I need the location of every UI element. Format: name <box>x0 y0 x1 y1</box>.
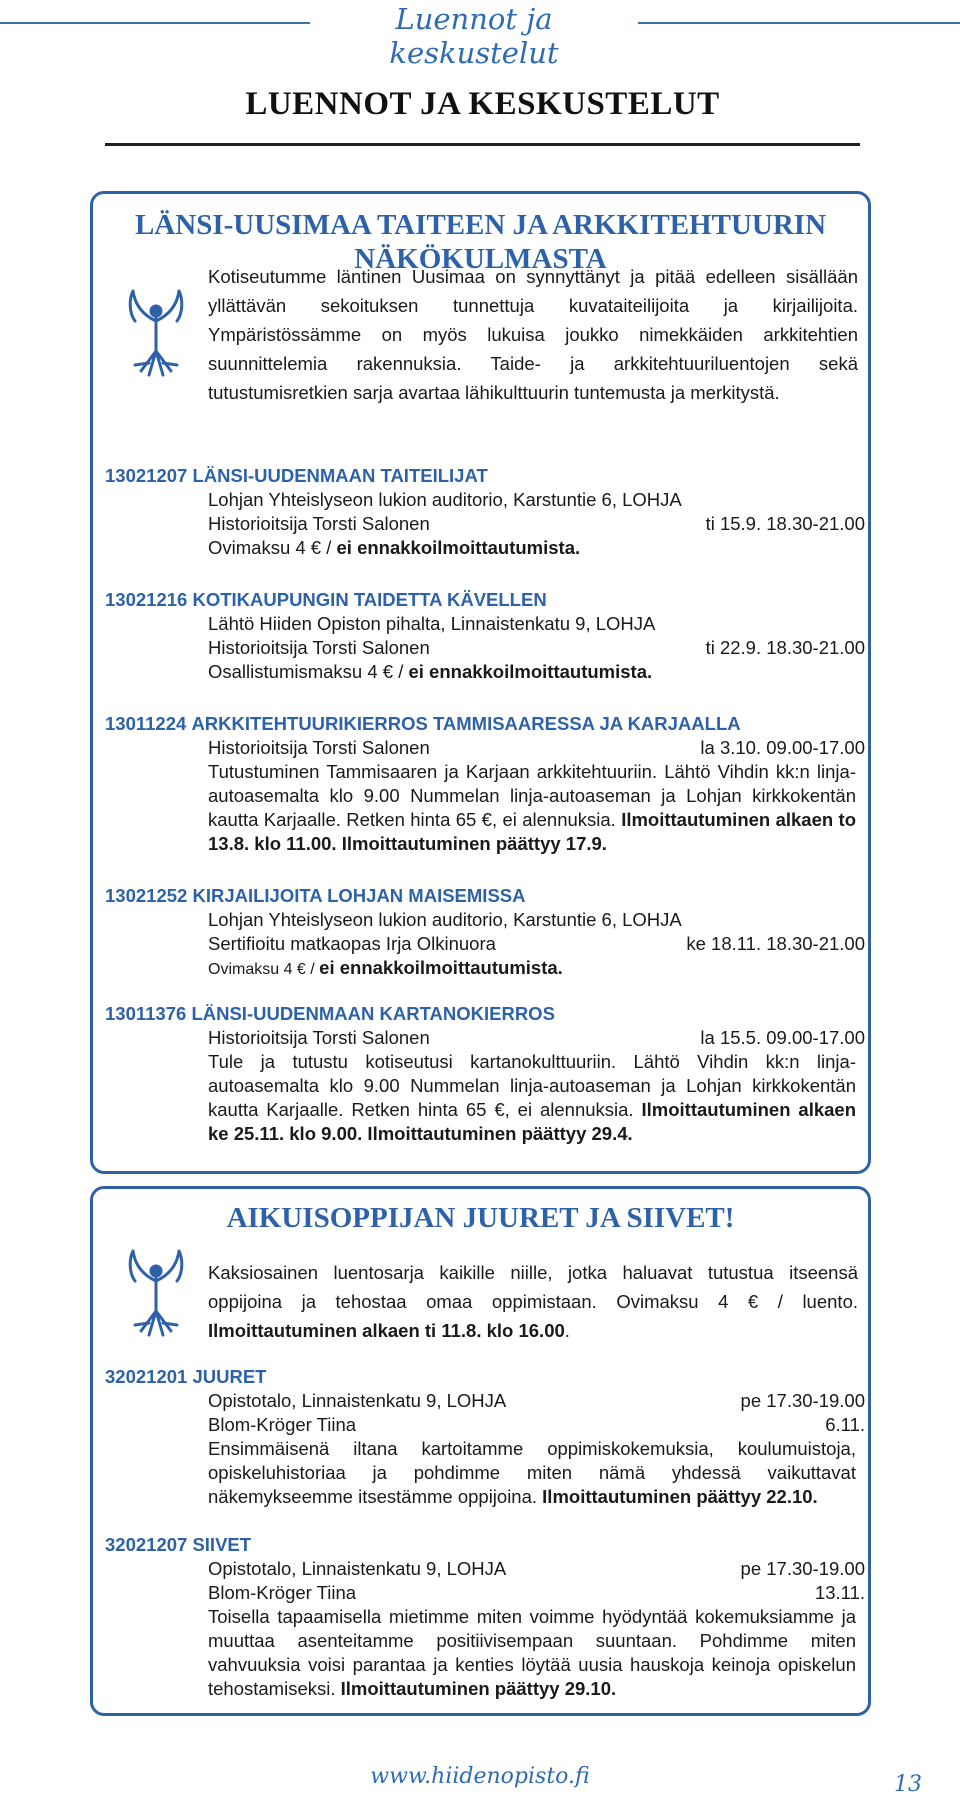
course-place: Lohjan Yhteislyseon lukion auditorio, Karstuntie 6, LOHJA <box>208 489 682 510</box>
page-title: LUENNOT JA KESKUSTELUT <box>245 86 720 122</box>
course-place: Opistotalo, Linnaistenkatu 9, LOHJA <box>208 1558 507 1579</box>
section-intro: Kotiseutumme läntinen Uusimaa on synnyttänyt ja pitää edelleen sisällään yllättävän sekoituksen tunnettuja kuvataiteilijoita ja kirjailijoita. Ympäristössämme on myös lukuisa joukko nimekkäiden arkkitehtien suunnittelemia rakennuksia. Taide- ja arkkitehtuuriluentojen sekä tutustumisretkien sarja avartaa lähikulttuurin tuntemusta ja merkitystä. <box>208 266 858 403</box>
course-fee-line <box>208 956 865 982</box>
course-registration: Ilmoittautuminen alkaen ke 25.11. klo 9.00. Ilmoittautuminen päättyy 29.4. <box>208 1099 857 1144</box>
course-teacher-line <box>208 636 865 660</box>
course-teacher: Historioitsija Torsti Salonen <box>208 513 430 534</box>
section-title: AIKUISOPPIJAN JUURET JA SIIVET! <box>226 1202 735 1234</box>
course-32021207 <box>105 1533 865 1701</box>
course-code: 13011376 <box>105 1003 187 1024</box>
course-code: 32021201 <box>105 1366 188 1387</box>
section-box-lansi-uusimaa <box>90 191 871 1174</box>
course-code: 13021207 <box>105 465 188 486</box>
course-time: ke 18.11. 18.30-21.00 <box>686 933 865 954</box>
running-title: Luennot ja keskustelut <box>389 2 559 70</box>
course-place: Opistotalo, Linnaistenkatu 9, LOHJA <box>208 1390 507 1411</box>
course-code: 13011224 <box>105 713 187 734</box>
course-place-line <box>208 1389 865 1413</box>
section-box-aikuisoppija <box>90 1186 871 1716</box>
intro-end: . <box>564 1320 570 1341</box>
course-registration: Ilmoittautuminen päättyy 29.10. <box>340 1678 617 1699</box>
course-teacher: Historioitsija Torsti Salonen <box>208 637 430 658</box>
course-fee-note: ei ennakkoilmoittautumista. <box>336 537 581 558</box>
course-time: ti 22.9. 18.30-21.00 <box>705 637 865 658</box>
course-registration: Ilmoittautuminen alkaen to 13.8. klo 11.00. Ilmoittautuminen päättyy 17.9. <box>208 809 856 854</box>
course-fee: Osallistumismaksu 4 € / <box>208 661 409 682</box>
running-header <box>0 0 960 70</box>
course-fee-line <box>208 536 865 560</box>
course-desc-text: Tutustuminen Tammisaaren ja Karjaan arkkitehtuuriin. Lähtö Vihdin kk:n linja-autoasemalta klo 9.00 Nummelan linja-autoaseman ja Lohjan kirkkokentän kautta Karjaalle. Retken hinta 65 €, ei alennuksia. <box>208 761 856 830</box>
course-teacher: Historioitsija Torsti Salonen <box>208 1027 430 1048</box>
course-place-line <box>208 1557 865 1581</box>
course-place: Lohjan Yhteislyseon lukion auditorio, Karstuntie 6, LOHJA <box>208 909 682 930</box>
course-code: 13021252 <box>105 885 188 906</box>
course-teacher-line <box>208 736 865 760</box>
course-13021216 <box>105 588 865 684</box>
website-link[interactable]: www.hiidenopisto.fi <box>370 1764 590 1789</box>
course-title: ARKKITEHTUURIKIERROS TAMMISAARESSA JA KARJAALLA <box>191 713 741 734</box>
course-teacher-line <box>208 1026 865 1050</box>
section-intro <box>208 1258 858 1345</box>
course-teacher: Blom-Kröger Tiina <box>208 1582 357 1603</box>
course-13021252 <box>105 884 865 982</box>
course-fee: Ovimaksu 4 € / <box>208 537 337 558</box>
course-teacher-line <box>208 932 865 956</box>
course-fee-note: ei ennakkoilmoittautumista. <box>408 661 653 682</box>
course-time: ti 15.9. 18.30-21.00 <box>705 513 865 534</box>
course-code: 32021207 <box>105 1534 188 1555</box>
course-13011224 <box>105 712 865 856</box>
course-title: SIIVET <box>192 1534 252 1555</box>
course-desc-text: Tule ja tutustu kotiseutusi kartanokulttuuriin. Lähtö Vihdin kk:n linja-autoasemalta klo 9.00 Nummelan linja-autoaseman ja Lohjan kirkkokentän kautta Karjaalle. Retken hinta 65 €, ei alennuksia. <box>208 1051 856 1120</box>
course-description <box>208 1605 856 1701</box>
course-time: la 3.10. 09.00-17.00 <box>700 737 865 758</box>
course-place: Lähtö Hiiden Opiston pihalta, Linnaistenkatu 9, LOHJA <box>208 613 656 634</box>
hiisi-figure-logo-icon <box>123 285 189 379</box>
course-teacher: Blom-Kröger Tiina <box>208 1414 357 1435</box>
course-description <box>208 760 856 856</box>
course-teacher: Historioitsija Torsti Salonen <box>208 737 430 758</box>
course-title: KIRJAILIJOITA LOHJAN MAISEMISSA <box>192 885 526 906</box>
course-32021201 <box>105 1365 865 1509</box>
course-description <box>208 1050 856 1146</box>
course-13011376 <box>105 1002 865 1146</box>
page-number: 13 <box>894 1772 922 1797</box>
title-rule <box>105 143 860 146</box>
course-title: KOTIKAUPUNGIN TAIDETTA KÄVELLEN <box>192 589 547 610</box>
course-time: la 15.5. 09.00-17.00 <box>700 1027 865 1048</box>
course-weekday-time: pe 17.30-19.00 <box>740 1558 865 1579</box>
course-teacher-line <box>208 512 865 536</box>
intro-text: Kaksiosainen luentosarja kaikille niille, jotka haluavat tutustua itseensä oppijoina ja tehostaa omaa oppimistaan. Ovimaksu 4 € / luento. <box>208 1262 858 1312</box>
course-date: 6.11. <box>825 1414 865 1435</box>
section-title: LÄNSI-UUSIMAA TAITEEN JA ARKKITEHTUURIN NÄKÖKULMASTA <box>134 209 827 275</box>
header-rule-left <box>0 22 310 24</box>
course-title: LÄNSI-UUDENMAAN TAITEILIJAT <box>192 465 488 486</box>
course-title: JUURET <box>192 1366 267 1387</box>
course-fee-line <box>208 660 865 684</box>
course-fee: Ovimaksu 4 € / <box>208 961 320 978</box>
course-13021207 <box>105 464 865 560</box>
course-fee-note: ei ennakkoilmoittautumista. <box>319 957 563 978</box>
course-desc-text: Toisella tapaamisella mietimme miten voimme hyödyntää kokemuksiamme ja muuttaa asenteitamme positiivisempaan suuntaan. Pohdimme miten vahvuuksia voisi parantaa ja kenties löytää uusia hauskoja keinoja opiskelun tehostamiseksi. <box>208 1606 856 1699</box>
course-registration: Ilmoittautuminen päättyy 22.10. <box>542 1486 818 1507</box>
header-rule-right <box>638 22 960 24</box>
course-teacher: Sertifioitu matkaopas Irja Olkinuora <box>208 933 496 954</box>
hiisi-figure-logo-icon <box>123 1245 189 1339</box>
course-weekday-time: pe 17.30-19.00 <box>740 1390 865 1411</box>
intro-registration: Ilmoittautuminen alkaen ti 11.8. klo 16.00 <box>208 1320 565 1341</box>
course-teacher-line <box>208 1413 865 1437</box>
course-desc-text: Ensimmäisenä iltana kartoitamme oppimiskokemuksia, koulumuistoja, opiskeluhistoriaa ja pohdimme miten nämä yhdessä vaikuttavat näkemykseemme itsestämme oppijoina. <box>208 1438 856 1507</box>
course-date: 13.11. <box>814 1582 865 1603</box>
course-title: LÄNSI-UUDENMAAN KARTANOKIERROS <box>191 1003 555 1024</box>
course-code: 13021216 <box>105 589 188 610</box>
course-description <box>208 1437 856 1509</box>
course-teacher-line <box>208 1581 865 1605</box>
